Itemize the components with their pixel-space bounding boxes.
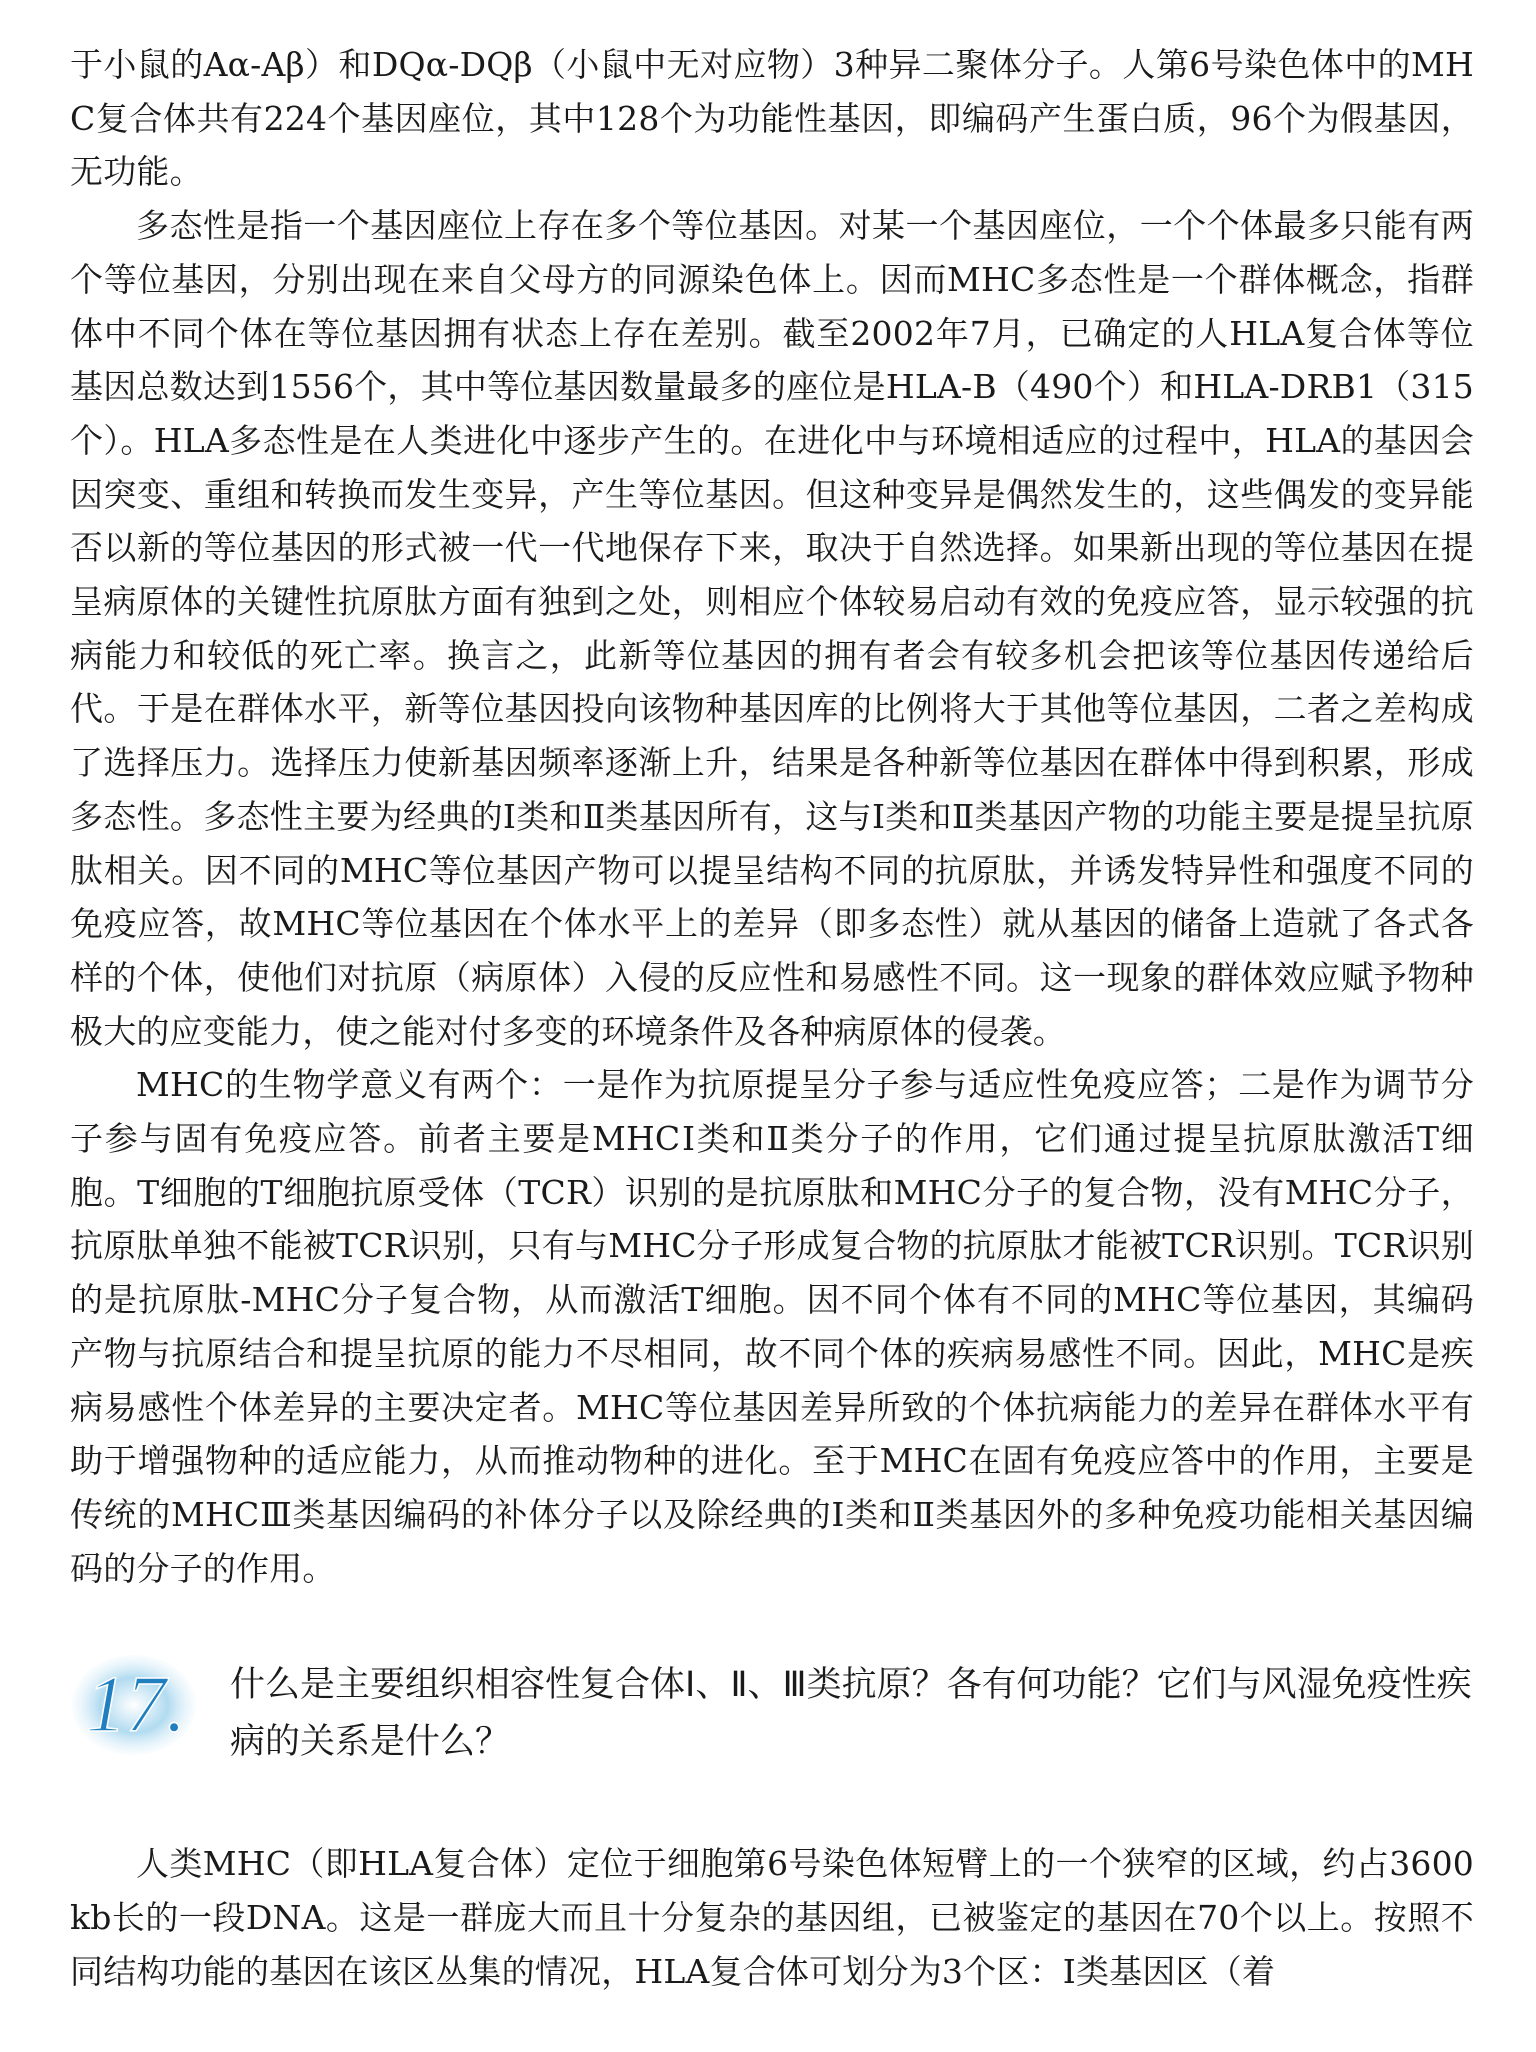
page-content — [70, 38, 1474, 1999]
question-number: 17. — [86, 1661, 186, 1750]
question-heading — [70, 1651, 1474, 1801]
question-number-badge — [70, 1651, 210, 1763]
question-title: 什么是主要组织相容性复合体Ⅰ、Ⅱ、Ⅲ类抗原？各有何功能？它们与风湿免疫性疾病的关系是什么？ — [230, 1665, 1472, 1763]
paragraph-polymorphism: 多态性是指一个基因座位上存在多个等位基因。对某一个基因座位，一个个体最多只能有两个等位基因，分别出现在来自父母方的同源染色体上。因而MHC多态性是一个群体概念，指群体中不同个体在等位基因拥有状态上存在差别。截至2002年7月，已确定的人HLA复合体等位基因总数达到1556个，其中等位基因数量最多的座位是HLA-B（490个）和HLA-DRB1（315个）。HLA多态性是在人类进化中逐步产生的。在进化中与环境相适应的过程中，HLA的基因会因突变、重组和转换而发生变异，产生等位基因。但这种变异是偶然发生的，这些偶发的变异能否以新的等位基因的形式被一代一代地保存下来，取决于自然选择。如果新出现的等位基因在提呈病原体的关键性抗原肽方面有独到之处，则相应个体较易启动有效的免疫应答，显示较强的抗病能力和较低的死亡率。换言之，此新等位基因的拥有者会有较多机会把该等位基因传递给后代。于是在群体水平，新等位基因投向该物种基因库的比例将大于其他等位基因，二者之差构成了选择压力。选择压力使新基因频率逐渐上升，结果是各种新等位基因在群体中得到积累，形成多态性。多态性主要为经典的Ⅰ类和Ⅱ类基因所有，这与Ⅰ类和Ⅱ类基因产物的功能主要是提呈抗原肽相关。因不同的MHC等位基因产物可以提呈结构不同的抗原肽，并诱发特异性和强度不同的免疫应答，故MHC等位基因在个体水平上的差异（即多态性）就从基因的储备上造就了各式各样的个体，使他们对抗原（病原体）入侵的反应性和易感性不同。这一现象的群体效应赋予物种极大的应变能力，使之能对付多变的环境条件及各种病原体的侵袭。 — [70, 206, 1474, 1051]
paragraph-continuation: 于小鼠的Aα-Aβ）和DQα-DQβ（小鼠中无对应物）3种异二聚体分子。人第6号染色体中的MHC复合体共有224个基因座位，其中128个为功能性基因，即编码产生蛋白质，96个为假基因，无功能。 — [70, 45, 1474, 192]
paragraph-biological-significance: MHC的生物学意义有两个：一是作为抗原提呈分子参与适应性免疫应答；二是作为调节分子参与固有免疫应答。前者主要是MHCⅠ类和Ⅱ类分子的作用，它们通过提呈抗原肽激活T细胞。T细胞的T细胞抗原受体（TCR）识别的是抗原肽和MHC分子的复合物，没有MHC分子，抗原肽单独不能被TCR识别，只有与MHC分子形成复合物的抗原肽才能被TCR识别。TCR识别的是抗原肽-MHC分子复合物，从而激活T细胞。因不同个体有不同的MHC等位基因，其编码产物与抗原结合和提呈抗原的能力不尽相同，故不同个体的疾病易感性不同。因此，MHC是疾病易感性个体差异的主要决定者。MHC等位基因差异所致的个体抗病能力的差异在群体水平有助于增强物种的适应能力，从而推动物种的进化。至于MHC在固有免疫应答中的作用，主要是传统的MHCⅢ类基因编码的补体分子以及除经典的Ⅰ类和Ⅱ类基因外的多种免疫功能相关基因编码的分子的作用。 — [70, 1065, 1474, 1588]
paragraph-hla-region: 人类MHC（即HLA复合体）定位于细胞第6号染色体短臂上的一个狭窄的区域，约占3600kb长的一段DNA。这是一群庞大而且十分复杂的基因组，已被鉴定的基因在70个以上。按照不同结构功能的基因在该区丛集的情况，HLA复合体可划分为3个区：Ⅰ类基因区（着 — [70, 1844, 1474, 1991]
